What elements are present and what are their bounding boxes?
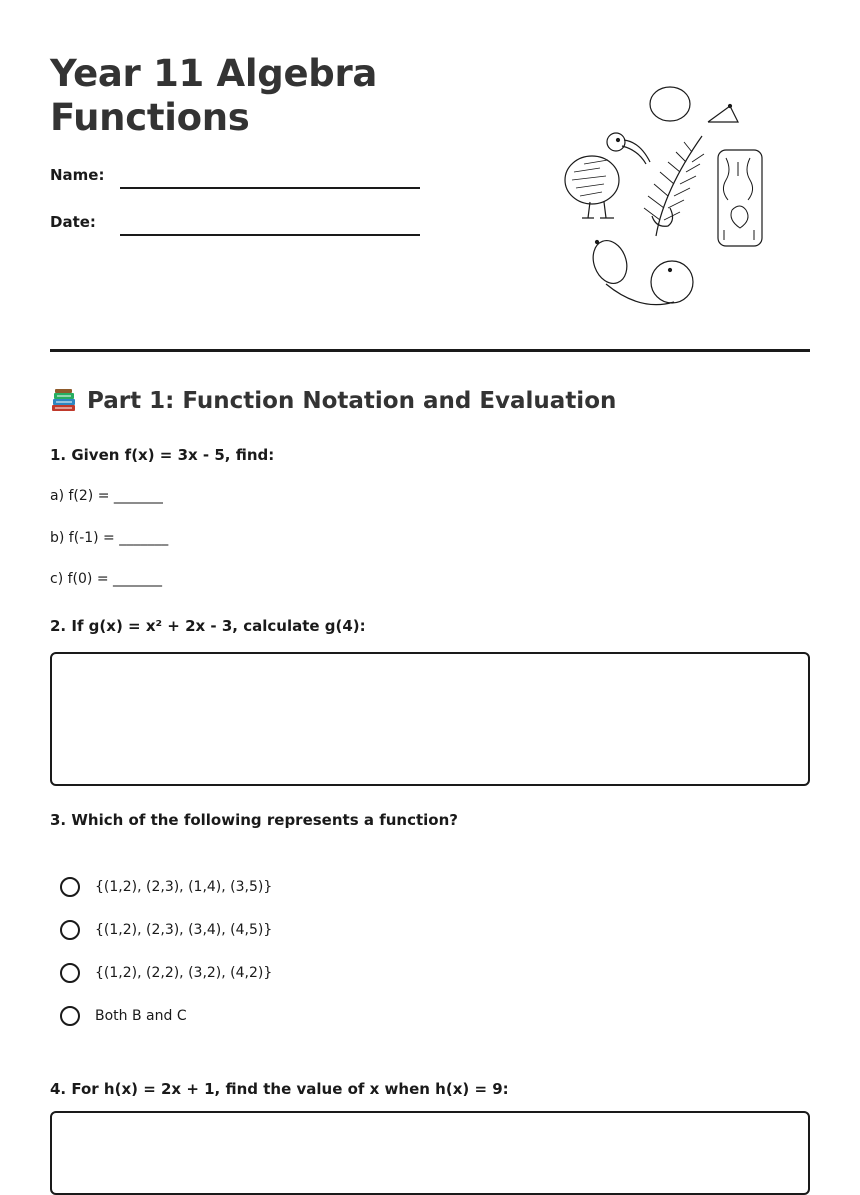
option-label: {(1,2), (2,3), (3,4), (4,5)}: [95, 922, 273, 938]
date-label: Date:: [50, 213, 96, 231]
question-3-option-a[interactable]: [60, 877, 272, 897]
maori-illustration-icon: [560, 80, 770, 312]
question-2-answer-box[interactable]: [50, 652, 810, 786]
question-2-prompt: 2. If g(x) = x² + 2x - 3, calculate g(4):: [50, 617, 366, 635]
date-input-line[interactable]: [120, 234, 420, 236]
question-1c[interactable]: c) f(0) = _______: [50, 571, 162, 587]
title-line-2: Functions: [50, 96, 250, 139]
radio-button[interactable]: [60, 1006, 80, 1026]
question-4-answer-box[interactable]: [50, 1111, 810, 1195]
question-1a[interactable]: a) f(2) = _______: [50, 488, 163, 504]
option-label: Both B and C: [95, 1008, 187, 1024]
worksheet-title: [50, 52, 377, 140]
question-1-prompt: 1. Given f(x) = 3x - 5, find:: [50, 446, 275, 464]
option-label: {(1,2), (2,2), (3,2), (4,2)}: [95, 965, 273, 981]
name-input-line[interactable]: [120, 187, 420, 189]
radio-button[interactable]: [60, 877, 80, 897]
title-line-1: Year 11 Algebra: [50, 52, 378, 95]
question-3-option-b[interactable]: [60, 920, 272, 940]
question-3-option-d[interactable]: [60, 1006, 187, 1026]
name-label: Name:: [50, 166, 105, 184]
option-label: {(1,2), (2,3), (1,4), (3,5)}: [95, 879, 273, 895]
radio-button[interactable]: [60, 963, 80, 983]
header-divider: [50, 349, 810, 352]
question-4-prompt: 4. For h(x) = 2x + 1, find the value of x when h(x) = 9:: [50, 1080, 509, 1098]
radio-button[interactable]: [60, 920, 80, 940]
question-3-prompt: 3. Which of the following represents a function?: [50, 811, 458, 829]
question-1b[interactable]: b) f(-1) = _______: [50, 530, 169, 546]
question-3-option-c[interactable]: [60, 963, 272, 983]
section-1-heading: [50, 388, 616, 414]
section-1-title: Part 1: Function Notation and Evaluation: [87, 388, 617, 414]
books-icon: [50, 388, 78, 414]
